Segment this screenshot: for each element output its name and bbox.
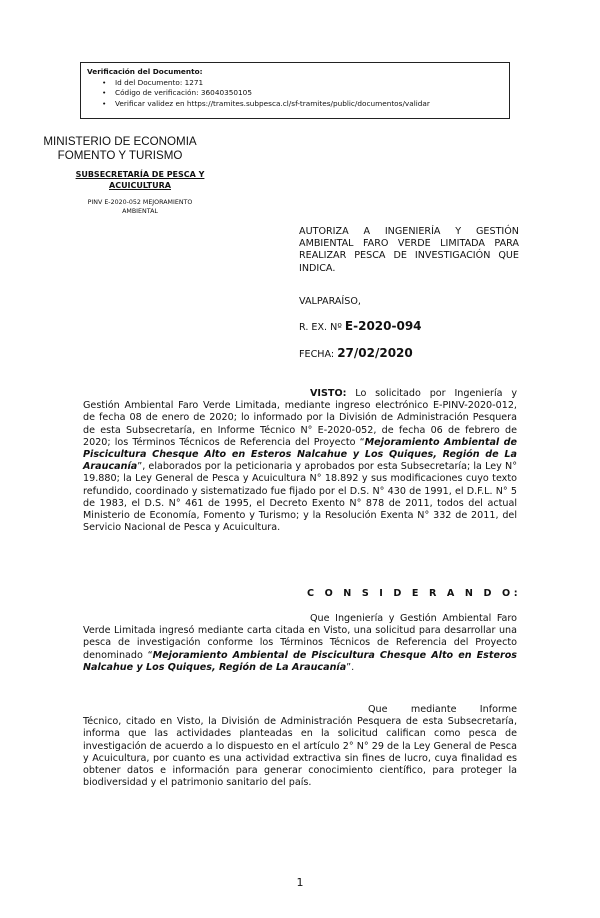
- considerando-1-text-1: Que Ingeniería y Gestión Ambiental Faro Verde Limitada ingresó mediante carta citada en Visto, una solicitud para desarrollar una pesca de investigación conforme los Términos Técnicos de Referencia del Proyecto denominado “: [83, 613, 517, 661]
- visto-text-1: Lo solicitado por Ingeniería y Gestión Ambiental Faro Verde Limitada, mediante ingreso electrónico E-PINV-2020-012, de fecha 08 de enero de 2020; lo informado por la División de Administración Pesquera de esta Subsecretaría, en Informe Técnico N° E-2020-052, de fecha 06 de febrero de 2020; los Términos Técnicos de Referencia del Proyecto “: [83, 388, 517, 448]
- considerando-2-text: Que mediante Informe Técnico, citado en Visto, la División de Administración Pesquera de esta Subsecretaría, informa que las actividades planteadas en la solicitud califican como pesca de investigación de acuerdo a lo dispuesto en el artículo 2° N° 29 de la Ley General de Pesca y Acuicultura, por cuanto es una actividad extractiva sin fines de lucro, cuya finalidad es obtener datos e información para generar conocimiento científico, para proteger la biodiversidad y el patrimonio sanitario del país.: [83, 704, 517, 789]
- ministry-line-2: FOMENTO Y TURISMO: [57, 149, 183, 162]
- resolution-value: E-2020-094: [344, 319, 422, 333]
- resolution-subject: AUTORIZA A INGENIERÍA Y GESTIÓN AMBIENTAL FARO VERDE LIMITADA PARA REALIZAR PESCA DE INVESTIGACIÓN QUE INDICA.: [299, 226, 519, 274]
- reference-line-1: PINV E-2020-052 MEJORAMIENTO: [87, 199, 193, 206]
- date-label: FECHA:: [299, 349, 335, 360]
- considerando-2: [83, 704, 517, 789]
- visto-label: VISTO:: [310, 388, 347, 399]
- visto-project-name: Mejoramiento Ambiental de Piscicultura Chesque Alto en Esteros Nalcahue y Los Quiques, Región de La Araucanía: [83, 436, 517, 473]
- considerando-1-text-2: ”.: [346, 661, 355, 673]
- verification-box: [80, 62, 510, 119]
- subsecretaria-line-1: SUBSECRETARÍA DE PESCA Y: [75, 170, 205, 179]
- verification-url[interactable]: • Verificar validez en https://tramites.subpesca.cl/sf-tramites/public/documentos/validar: [115, 99, 509, 110]
- verification-list: [87, 78, 509, 110]
- visto-section: [83, 388, 517, 534]
- ministry-line-1: MINISTERIO DE ECONOMIA: [43, 135, 197, 148]
- resolution-number: [299, 320, 422, 334]
- verification-id: • Id del Documento: 1271: [115, 78, 509, 89]
- page-number: 1: [296, 876, 304, 889]
- resolution-date: [299, 347, 413, 361]
- visto-text-2: ”, elaborados por la peticionaria y aprobados por esta Subsecretaría; la Ley N° 19.880; la Ley General de Pesca y Acuicultura N° 18.892 y sus modificaciones cuyo texto refundido, coordinado y sistematizado fue fijado por el D.S. N° 430 de 1991, el D.F.L. N° 5 de 1983, el D.S. N° 461 de 1995, el Decreto Exento N° 878 de 2011, todos del actual Ministerio de Economía, Fomento y Turismo; y la Resolución Exenta N° 332 de 2011, del Servicio Nacional de Pesca y Acuicultura.: [83, 461, 517, 534]
- date-value: 27/02/2020: [337, 346, 413, 360]
- considerando-1-project-name: Mejoramiento Ambiental de Piscicultura Chesque Alto en Esteros Nalcahue y Los Quiques, Región de La Araucanía: [83, 649, 517, 673]
- considerando-1: [83, 613, 517, 674]
- verification-code: • Código de verificación: 36040350105: [115, 88, 509, 99]
- reference-line-2: AMBIENTAL: [122, 208, 158, 215]
- verification-title: Verificación del Documento:: [87, 67, 203, 76]
- considerando-heading: C O N S I D E R A N D O:: [307, 588, 522, 599]
- subsecretaria-line-2: ACUICULTURA: [109, 181, 171, 190]
- resolution-label: R. EX. Nº: [299, 322, 342, 333]
- place: VALPARAÍSO,: [299, 296, 361, 307]
